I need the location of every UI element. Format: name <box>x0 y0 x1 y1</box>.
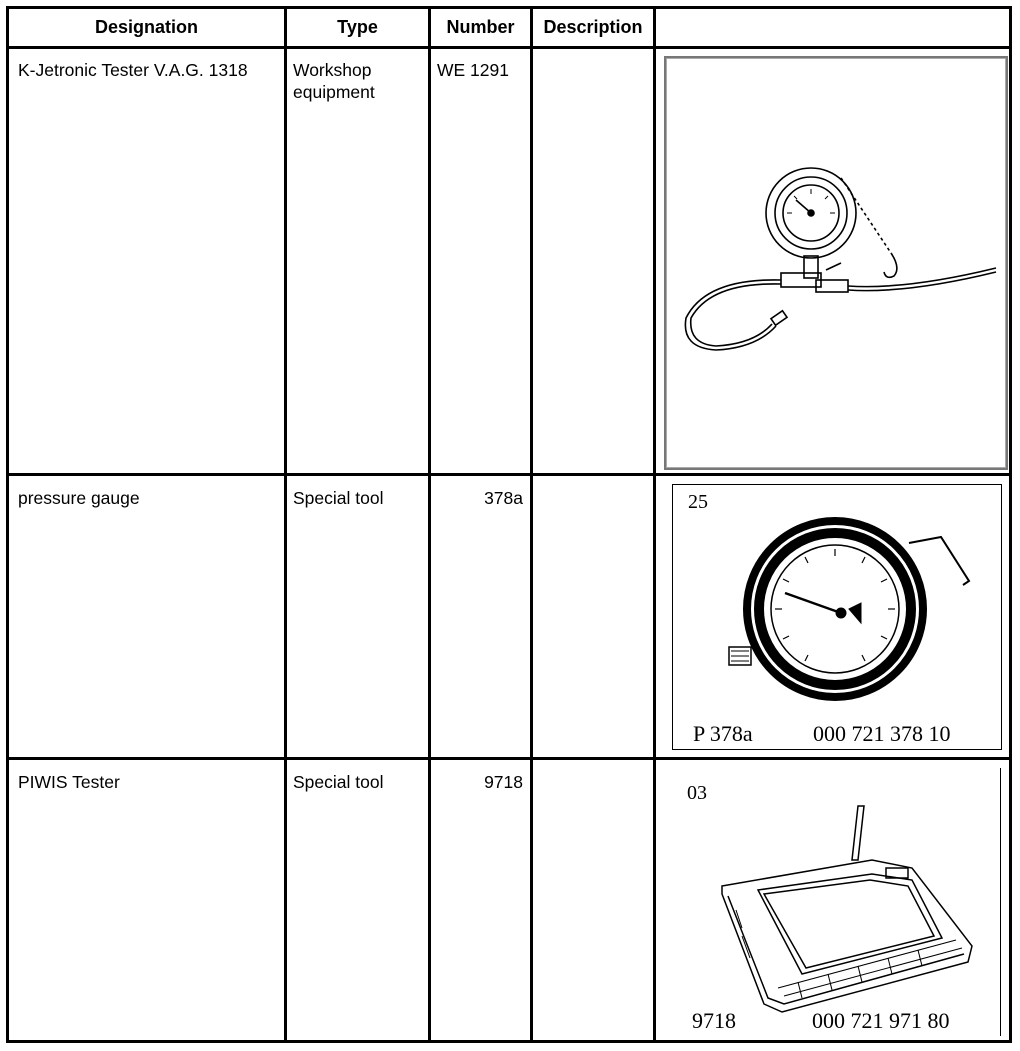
row1-type: Workshop equipment <box>293 60 375 102</box>
row3-number: 9718 <box>484 772 523 792</box>
column-divider <box>653 9 656 1040</box>
piwis-tester-drawing-icon <box>672 798 1000 1018</box>
image-tag: 25 <box>688 491 708 513</box>
column-divider <box>530 9 533 1040</box>
row2-type: Special tool <box>293 488 384 508</box>
fuel-pressure-tester-drawing-icon <box>666 58 1006 468</box>
header-designation: Designation <box>94 17 198 37</box>
row3-type: Special tool <box>293 772 384 792</box>
row3-designation: PIWIS Tester <box>18 772 120 792</box>
fuel-pressure-tester-image <box>664 56 1008 470</box>
header-divider <box>9 46 1009 49</box>
row1-designation: K-Jetronic Tester V.A.G. 1318 <box>18 60 248 80</box>
tools-table <box>6 6 1012 1043</box>
row2-number: 378a <box>484 488 523 508</box>
row1-number: WE 1291 <box>437 60 509 80</box>
header-number: Number <box>446 17 515 37</box>
caption-left: 9718 <box>692 1008 736 1033</box>
header-type: Type <box>337 17 378 37</box>
caption-left: P 378a <box>693 721 753 746</box>
pressure-gauge-image <box>672 484 1002 750</box>
row-divider <box>9 757 1009 760</box>
column-divider <box>284 9 287 1040</box>
row2-designation: pressure gauge <box>18 488 140 508</box>
caption-right: 000 721 971 80 <box>812 1008 950 1033</box>
caption-right: 000 721 378 10 <box>813 721 951 746</box>
pressure-gauge-drawing-icon <box>673 499 1001 735</box>
piwis-tester-image <box>672 768 1001 1036</box>
header-description: Description <box>543 17 643 37</box>
row-divider <box>9 473 1009 476</box>
image-tag: 03 <box>687 782 707 804</box>
column-divider <box>428 9 431 1040</box>
